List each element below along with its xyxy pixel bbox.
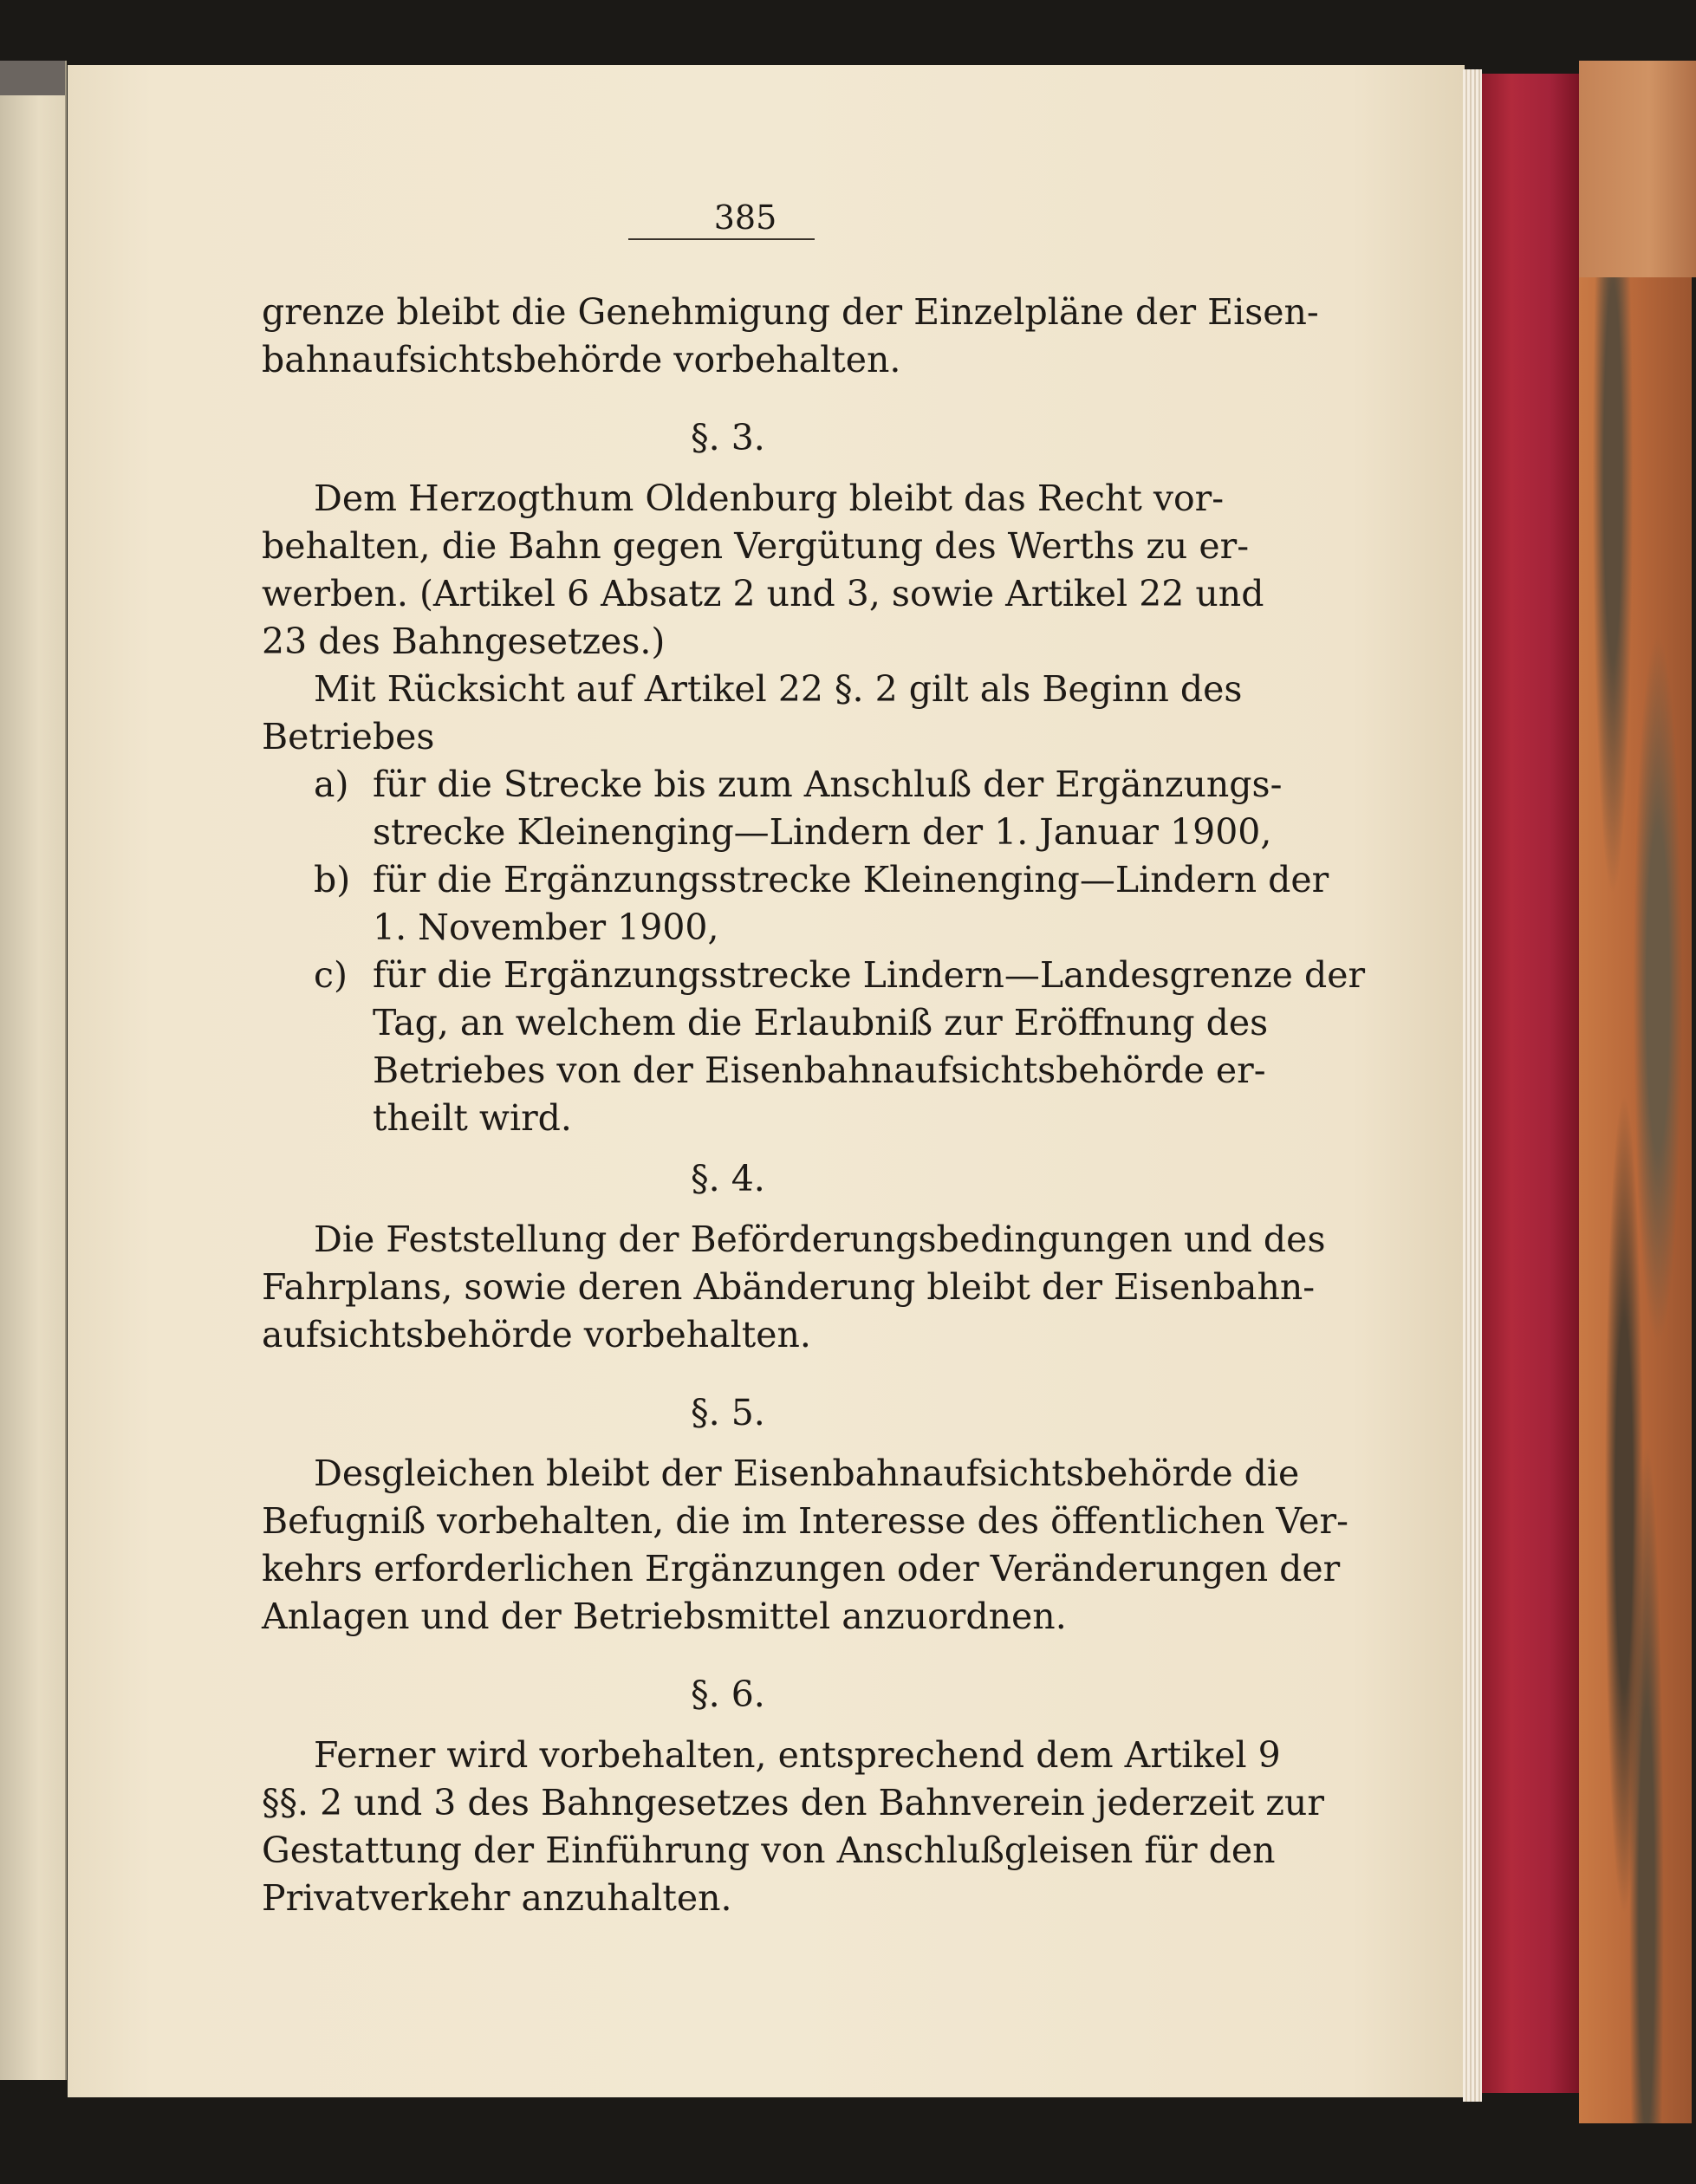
text-line: für die Strecke bis zum Anschluß der Ergänzungs- xyxy=(373,764,1283,805)
section-heading: §. 4. xyxy=(691,1158,765,1199)
text-line: behalten, die Bahn gegen Vergütung des Werths zu er- xyxy=(262,525,1250,567)
text-line: Mit Rücksicht auf Artikel 22 §. 2 gilt als Beginn des xyxy=(314,668,1243,710)
page-number-rule xyxy=(628,238,815,240)
marbled-cover xyxy=(1579,61,1692,2123)
text-line: Betriebes xyxy=(262,716,435,757)
list-marker: b) xyxy=(314,859,351,900)
text-line: §§. 2 und 3 des Bahngesetzes den Bahnverein jederzeit zur xyxy=(262,1782,1324,1823)
text-line: 23 des Bahngesetzes.) xyxy=(262,621,666,662)
text-line: Privatverkehr anzuhalten. xyxy=(262,1877,732,1919)
list-marker: c) xyxy=(314,954,348,996)
left-page-edge xyxy=(0,61,67,2080)
section-heading: §. 5. xyxy=(691,1392,765,1433)
text-line: Tag, an welchem die Erlaubniß zur Eröffnung des xyxy=(373,1002,1269,1043)
text-line: bahnaufsichtsbehörde vorbehalten. xyxy=(262,339,901,380)
text-line: theilt wird. xyxy=(373,1097,572,1139)
text-line: 1. November 1900, xyxy=(373,907,719,948)
text-line: Desgleichen bleibt der Eisenbahnaufsichtsbehörde die xyxy=(314,1453,1300,1494)
list-marker: a) xyxy=(314,764,349,805)
page-number: 385 xyxy=(713,198,777,237)
text-line: Gestattung der Einführung von Anschlußgleisen für den xyxy=(262,1830,1276,1871)
text-line: für die Ergänzungsstrecke Kleinenging—Lindern der xyxy=(373,859,1329,900)
left-binding xyxy=(0,61,65,95)
section-heading: §. 6. xyxy=(691,1674,765,1715)
text-line: Die Feststellung der Beförderungsbedingungen und des xyxy=(314,1219,1326,1260)
text-line: strecke Kleinenging—Lindern der 1. Januar 1900, xyxy=(373,811,1272,853)
leather-cover-corner xyxy=(1579,61,1696,277)
page-stack-edge xyxy=(1463,69,1482,2102)
text-line: Fahrplans, sowie deren Abänderung bleibt der Eisenbahn- xyxy=(262,1266,1316,1308)
red-page-edge xyxy=(1482,74,1579,2093)
text-line: werben. (Artikel 6 Absatz 2 und 3, sowie Artikel 22 und xyxy=(262,573,1264,614)
text-line: Dem Herzogthum Oldenburg bleibt das Recht vor- xyxy=(314,478,1225,519)
text-line: kehrs erforderlichen Ergänzungen oder Veränderungen der xyxy=(262,1548,1341,1589)
section-heading: §. 3. xyxy=(691,417,765,458)
text-line: Ferner wird vorbehalten, entsprechend dem Artikel 9 xyxy=(314,1734,1281,1776)
text-line: Betriebes von der Eisenbahnaufsichtsbehörde er- xyxy=(373,1050,1266,1091)
text-line: für die Ergänzungsstrecke Lindern—Landesgrenze der xyxy=(373,954,1366,996)
text-line: Anlagen und der Betriebsmittel anzuordnen. xyxy=(262,1596,1067,1637)
text-line: Befugniß vorbehalten, die im Interesse des öffentlichen Ver- xyxy=(262,1500,1348,1542)
text-line: aufsichtsbehörde vorbehalten. xyxy=(262,1314,811,1355)
text-line: grenze bleibt die Genehmigung der Einzelpläne der Eisen- xyxy=(262,291,1319,333)
